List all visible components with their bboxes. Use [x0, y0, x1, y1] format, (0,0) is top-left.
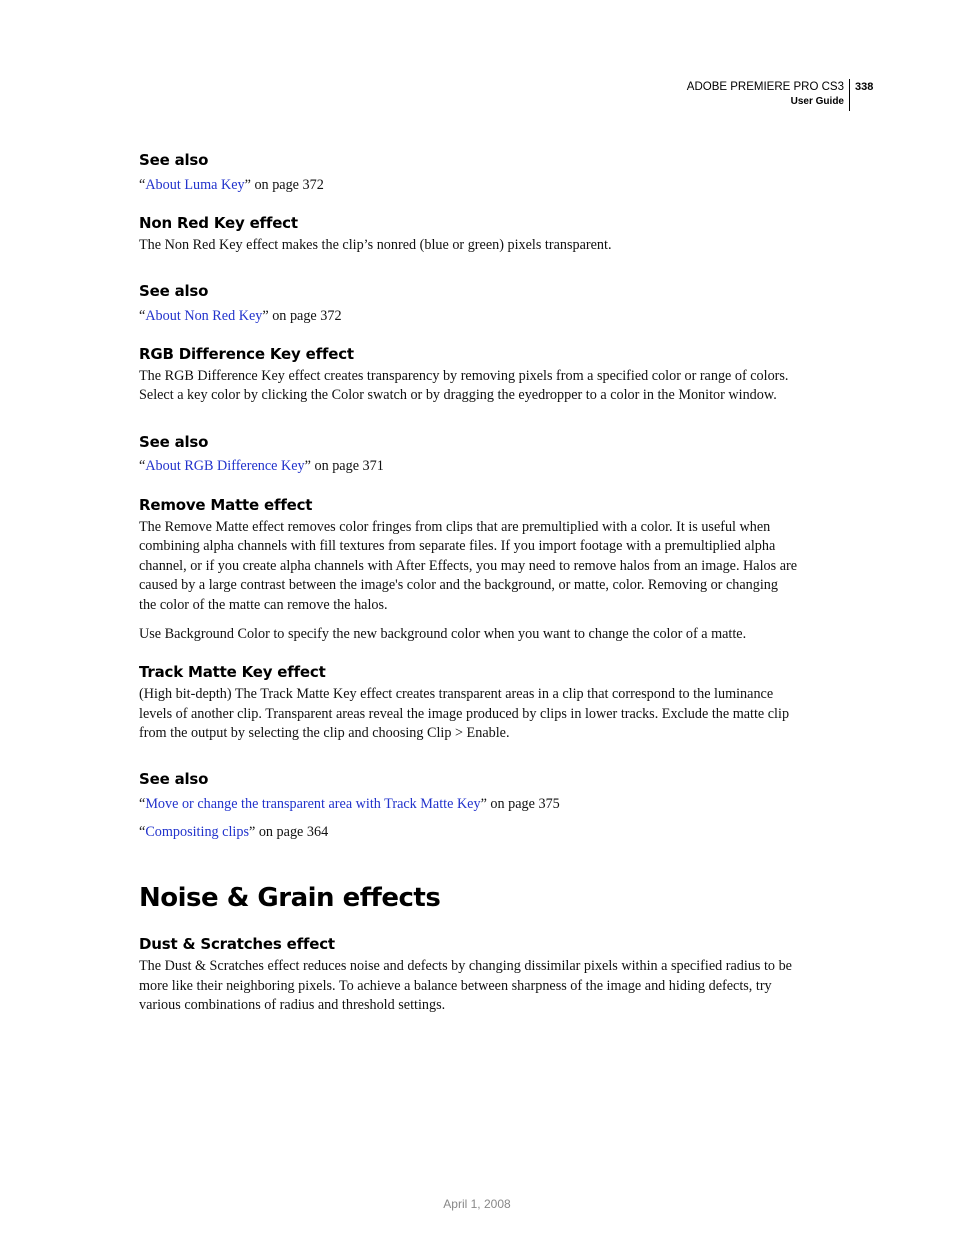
- remove-matte-body-line: combining alpha channels with fill textures from separate files. If you import footage with a premultiplied alpha: [139, 538, 776, 555]
- running-header: [686, 79, 874, 109]
- dust-scratches-body-line: The Dust & Scratches effect reduces noise and defects by changing dissimilar pixels within a specified radius to be: [139, 958, 792, 975]
- about-luma-key-link[interactable]: About Luma Key: [145, 177, 245, 193]
- page-ref: ” on page 364: [248, 823, 329, 840]
- page-ref: ” on page 371: [304, 457, 384, 474]
- rgb-difference-key-heading: RGB Difference Key effect: [139, 344, 354, 363]
- track-matte-key-body-line: (High bit-depth) The Track Matte Key effect creates transparent areas in a clip that correspond to the luminance: [139, 686, 774, 703]
- page-ref: ” on page 372: [244, 177, 324, 193]
- guide-name: User Guide: [790, 96, 844, 107]
- track-matte-key-link[interactable]: Move or change the transparent area with Track Matte Key: [145, 795, 481, 812]
- rgb-difference-key-body-line: Select a key color by clicking the Color swatch or by dragging the eyedropper to a color in the Monitor window.: [139, 387, 777, 404]
- see-also-entry: [139, 457, 819, 477]
- see-also-entry: [139, 176, 819, 196]
- product-name: ADOBE PREMIERE PRO CS3: [686, 81, 844, 93]
- open-quote: “: [139, 823, 146, 840]
- dust-scratches-body-line: more like their neighboring pixels. To achieve a balance between sharpness of the image and hiding defects, try: [139, 977, 772, 994]
- see-also-heading: See also: [139, 432, 209, 451]
- remove-matte-body-line: The Remove Matte effect removes color fringes from clips that are premultiplied with a color. It is useful when: [139, 518, 771, 535]
- non-red-key-heading: Non Red Key effect: [139, 213, 298, 232]
- see-also-entry: [139, 307, 819, 327]
- page-ref: ” on page 375: [480, 795, 560, 812]
- open-quote: “: [139, 308, 146, 325]
- track-matte-key-body-line: levels of another clip. Transparent areas reveal the image produced by clips in lower tracks. Exclude the matte clip: [139, 705, 790, 722]
- about-rgb-difference-key-link[interactable]: About RGB Difference Key: [145, 457, 305, 474]
- open-quote: “: [139, 457, 146, 474]
- remove-matte-body-line: channel, or if you create alpha channels with After Effects, you may need to remove halos from an image. Halos are: [139, 557, 798, 574]
- dust-scratches-body-line: various combinations of radius and threshold settings.: [139, 997, 446, 1014]
- see-also-heading: See also: [139, 151, 209, 169]
- remove-matte-body-2: Use Background Color to specify the new background color when you want to change the color of a matte.: [139, 625, 747, 642]
- see-also-heading: See also: [139, 769, 209, 788]
- track-matte-key-heading: Track Matte Key effect: [139, 663, 326, 682]
- page-number: 338: [849, 79, 873, 111]
- open-quote: “: [139, 795, 146, 812]
- footer-date: April 1, 2008: [443, 1197, 511, 1211]
- main-content: [139, 150, 819, 1016]
- see-also-entry: [139, 795, 819, 815]
- non-red-key-body: The Non Red Key effect makes the clip’s nonred (blue or green) pixels transparent.: [139, 236, 612, 253]
- see-also-heading: See also: [139, 282, 209, 301]
- dust-scratches-heading: Dust & Scratches effect: [139, 935, 335, 954]
- rgb-difference-key-body-line: The RGB Difference Key effect creates transparency by removing pixels from a specified color or range of colors.: [139, 367, 789, 384]
- about-non-red-key-link[interactable]: About Non Red Key: [145, 308, 263, 325]
- remove-matte-body-line: the color of the matte can remove the halos.: [139, 596, 388, 613]
- remove-matte-heading: Remove Matte effect: [139, 495, 313, 514]
- page-ref: ” on page 372: [262, 308, 342, 325]
- open-quote: “: [139, 177, 146, 193]
- compositing-clips-link[interactable]: Compositing clips: [145, 823, 249, 840]
- see-also-entry: [139, 823, 819, 843]
- noise-grain-heading: Noise & Grain effects: [139, 883, 441, 914]
- track-matte-key-body-line: from the output by selecting the clip and choosing Clip > Enable.: [139, 725, 510, 742]
- remove-matte-body-line: caused by a large contrast between the image's color and the background, or matte, color. Removing or changing: [139, 577, 778, 594]
